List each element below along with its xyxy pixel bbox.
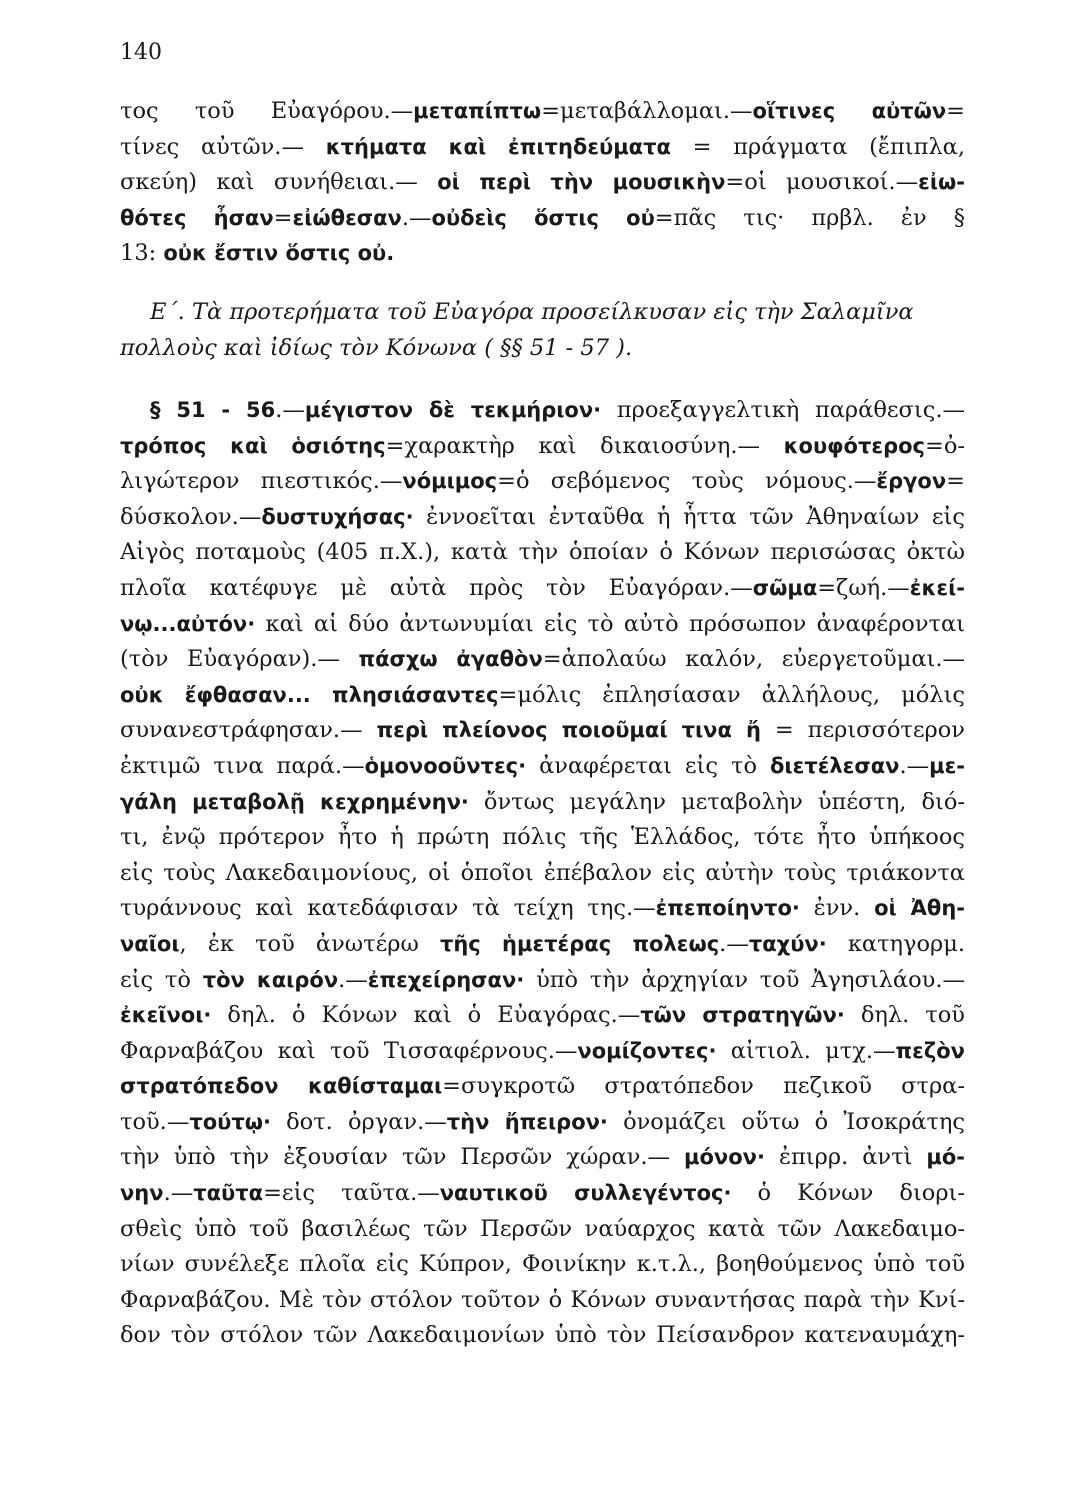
bold-term: οἵτινες αὐτῶν — [752, 99, 947, 123]
bold-term: ταχύν· — [748, 931, 827, 956]
bold-term: τὸν καιρόν — [202, 967, 339, 992]
bold-term: νόμιμος — [402, 469, 498, 494]
text-line — [120, 464, 965, 500]
text-line — [120, 1069, 965, 1105]
text-run: προεξαγγελτικὴ παράθεσις.— — [601, 397, 965, 423]
text-line — [120, 201, 965, 237]
text-line — [120, 785, 965, 821]
text-line — [120, 963, 965, 999]
text-run: .— — [163, 1180, 194, 1207]
text-run: =οἱ μουσικοί.— — [725, 169, 919, 196]
text-run: σθεὶς ὑπὸ τοῦ βασιλέως τῶν Περσῶν ναύαρχος κατὰ τῶν Λακεδαιμο- — [120, 1215, 965, 1242]
text-line — [120, 130, 965, 166]
text-run: δον τὸν στόλον τῶν Λακεδαιμονίων ὑπὸ τὸν Πείσανδρον κατεναυμάχη- — [120, 1322, 965, 1349]
text-line — [120, 642, 965, 678]
text-run: αἰτιολ. μτχ.— — [716, 1037, 896, 1064]
text-run: .— — [275, 397, 305, 423]
text-run: Φαρναβάζου καὶ τοῦ Τισσαφέρνους.— — [120, 1037, 578, 1064]
text-run: συνανεστράφησαν.— — [120, 717, 377, 744]
text-line — [120, 429, 965, 465]
bold-term: νομίζοντες· — [577, 1038, 717, 1063]
text-run: τος τοῦ Εὐαγόρου.— — [120, 98, 414, 124]
bold-term: § 51 - 56 — [150, 398, 276, 422]
text-line — [120, 927, 965, 963]
bold-term: οἱ Ἀθη- — [874, 896, 965, 921]
text-run: = περισσότερον — [760, 717, 965, 744]
text-line — [120, 165, 965, 201]
text-line — [120, 1140, 965, 1176]
bold-term: εἰώθεσαν — [292, 205, 402, 230]
bold-term: τὴν ἤπειρον· — [446, 1109, 608, 1134]
bold-term: ἐκεί- — [909, 575, 965, 600]
text-run: εἰς τὸ — [120, 966, 203, 993]
text-run: = πράγματα (ἔπιπλα, — [670, 133, 965, 160]
text-line — [120, 998, 965, 1034]
text-run: ὁ Κόνων διορι- — [731, 1180, 965, 1207]
text-run: ἐπιρρ. ἀντὶ — [764, 1144, 927, 1171]
text-run: .— — [338, 966, 368, 993]
text-run: ὄντως μεγάλην μεταβολὴν ὑπέστη, διό- — [468, 788, 965, 815]
bold-term: μό- — [926, 1145, 965, 1170]
text-run: λιγώτερον πιεστικός.— — [120, 468, 403, 495]
bold-term: μόνον· — [684, 1145, 765, 1170]
bold-term: περὶ πλείονος ποιοῦμαί τινα ἤ — [376, 718, 761, 743]
text-run: .— — [401, 204, 432, 231]
bold-term: εἰω- — [918, 170, 965, 195]
text-line — [120, 393, 965, 429]
text-run: τι, ἐνῷ πρότερον ἦτο ἡ πρώτη πόλις τῆς Ἑλλάδος, τότε ἦτο ὑπήκοος — [120, 824, 965, 851]
section-heading — [120, 295, 965, 366]
text-line — [120, 607, 965, 643]
text-line — [120, 1283, 965, 1319]
text-run: δηλ. τοῦ — [844, 1002, 965, 1029]
text-run: Φαρναβάζου. Μὲ τὸν στόλον τοῦτον ὁ Κόνων συναντήσας παρὰ τὴν Κνί- — [120, 1286, 965, 1313]
text-run: =συγκροτῶ στρατόπεδον πεζικοῦ στρα- — [442, 1073, 965, 1100]
text-run: ἐκτιμῶ τινα παρά.— — [120, 752, 365, 779]
text-run: =εἰς ταῦτα.— — [263, 1180, 440, 1207]
text-run: δύσκολον.— — [120, 503, 262, 530]
bold-term: μεταπίπτω — [413, 99, 542, 123]
bold-term: τῶν στρατηγῶν· — [640, 1003, 845, 1028]
text-run: =μόλις ἐπλησίασαν ἀλλήλους, μόλις — [498, 681, 965, 708]
text-line — [120, 535, 965, 571]
bold-term: σῶμα — [752, 575, 818, 600]
text-run: .— — [899, 752, 930, 779]
text-run: νίων συνέλεξε πλοῖα εἰς Κύπρον, Φοινίκην κ.τ.λ., βοηθούμενος ὑπὸ τοῦ — [120, 1251, 965, 1278]
section-heading-line-2: πολλοὺς καὶ ἰδίως τὸν Κόνωνα ( §§ 51 - 57 ). — [120, 334, 633, 361]
bold-term: τούτῳ· — [189, 1109, 271, 1134]
bold-term: τῆς ἡμετέρας πολεως — [439, 931, 720, 956]
text-line — [120, 1247, 965, 1283]
text-run: =ὀ- — [924, 432, 965, 459]
text-line — [120, 571, 965, 607]
text-line — [120, 1318, 965, 1354]
bold-term: κουφότερος — [783, 433, 925, 458]
text-line — [120, 1105, 965, 1141]
text-line — [120, 678, 965, 714]
text-run: καὶ αἱ δύο ἀντωνυμίαι εἰς τὸ αὐτὸ πρόσωπον ἀναφέρονται — [255, 610, 965, 637]
section-heading-line-1: Ε΄. Τὰ προτερήματα τοῦ Εὐαγόρα προσείλκυσαν εἰς τὴν Σαλαμῖνα — [150, 299, 914, 325]
page-number: 140 — [120, 40, 162, 65]
text-line — [120, 749, 965, 785]
bold-term: διετέλεσαν — [770, 753, 900, 778]
bold-term: στρατόπεδον καθίσταμαι — [120, 1074, 443, 1099]
bold-term: ἐπεποίηντο· — [655, 896, 800, 921]
text-run: ὀνομάζει οὕτω ὁ Ἰσοκράτης — [607, 1108, 965, 1135]
bold-term: ταῦτα — [193, 1181, 264, 1206]
bold-term: οἱ περὶ τὴν μουσικὴν — [437, 170, 726, 195]
bold-term: πεζὸν — [895, 1038, 965, 1063]
text-line — [120, 856, 965, 892]
text-run: ἐνν. — [799, 895, 875, 922]
bold-term: θότες ἦσαν — [120, 205, 274, 230]
text-run: (τὸν Εὐαγόραν).— — [120, 646, 359, 673]
text-run: =ἀπολαύω καλόν, εὐεργετοῦμαι.— — [542, 646, 965, 673]
text-line — [120, 500, 965, 536]
text-run: = — [273, 204, 293, 231]
text-line — [120, 820, 965, 856]
text-line — [120, 1176, 965, 1212]
bold-term: νην — [120, 1181, 164, 1206]
text-run: σκεύη) καὶ συνήθειαι.— — [120, 169, 438, 196]
text-run: ὑπὸ τὴν ἀρχηγίαν τοῦ Ἀγησιλάου.— — [524, 966, 965, 993]
text-run: 13: — [120, 240, 164, 267]
text-block-commentary — [120, 393, 965, 1354]
bold-term: ναυτικοῦ συλλεγέντος· — [439, 1181, 732, 1206]
text-line — [120, 94, 965, 130]
text-run: ἐννοεῖται ἐνταῦθα ἡ ἧττα τῶν Ἀθηναίων εἰς — [413, 503, 965, 530]
text-line — [120, 1034, 965, 1070]
bold-term: πάσχω ἀγαθὸν — [358, 647, 543, 672]
text-run: =χαρακτὴρ καὶ δικαιοσύνη.— — [385, 432, 784, 459]
text-line — [120, 713, 965, 749]
text-line — [120, 236, 965, 272]
text-run: δηλ. ὁ Κόνων καὶ ὁ Εὐαγόρας.— — [211, 1002, 641, 1029]
bold-term: ναῖοι — [120, 931, 180, 956]
bold-term: κτήματα καὶ ἐπιτηδεύματα — [325, 134, 671, 159]
bold-term: γάλη μεταβολῇ κεχρημένην· — [120, 789, 469, 814]
bold-term: οὐκ ἔστιν ὅστις οὐ. — [163, 241, 395, 266]
text-run: Αἰγὸς ποταμοὺς (405 π.Χ.), κατὰ τὴν ὁποίαν ὁ Κόνων περισώσας ὀκτὼ — [120, 539, 965, 566]
text-run: ἀναφέρεται εἰς τὸ — [526, 752, 770, 779]
text-run: =πᾶς τις· πρβλ. ἐν § — [654, 204, 965, 231]
text-run: = — [946, 98, 965, 124]
text-run: .— — [719, 930, 749, 957]
bold-term: με- — [929, 753, 965, 778]
bold-term: ἐπεχείρησαν· — [367, 967, 525, 992]
text-line — [120, 1212, 965, 1248]
text-run: τοῦ.— — [120, 1108, 190, 1135]
text-run: τίνες αὐτῶν.— — [120, 133, 326, 160]
text-run: τὴν ὑπὸ τὴν ἐξουσίαν τῶν Περσῶν χώραν.— — [120, 1144, 685, 1171]
text-run: =ὁ σεβόμενος τοὺς νόμους.— — [497, 468, 877, 495]
text-run: , ἐκ τοῦ ἀνωτέρω — [179, 930, 440, 957]
bold-term: ἐκεῖνοι· — [120, 1003, 212, 1028]
text-run: τυράννους καὶ κατεδάφισαν τὰ τείχη της.— — [120, 895, 656, 922]
text-run: πλοῖα κατέφυγε μὲ αὐτὰ πρὸς τὸν Εὐαγόραν.— — [120, 574, 753, 601]
text-run: =ζωή.— — [817, 574, 910, 601]
text-run: δοτ. ὀργαν.— — [270, 1108, 447, 1135]
bold-term: οὐδεὶς ὅστις οὐ — [431, 205, 655, 230]
text-run: =μεταβάλλομαι.— — [541, 98, 753, 124]
text-block-intro — [120, 94, 965, 272]
text-run: εἰς τοὺς Λακεδαιμονίους, οἱ ὁποῖοι ἐπέβαλον εἰς αὐτὴν τοὺς τριάκοντα — [120, 859, 965, 886]
text-run: κατηγορμ. — [826, 930, 965, 957]
bold-term: ὁμονοοῦντες· — [364, 753, 527, 778]
bold-term: οὐκ ἔφθασαν... πλησιάσαντες — [120, 682, 499, 707]
bold-term: μέγιστον δὲ τεκμήριον· — [304, 398, 602, 422]
bold-term: δυστυχήσας· — [261, 504, 414, 529]
bold-term: ἔργον — [876, 469, 947, 494]
text-run: = — [946, 468, 965, 495]
text-line — [120, 891, 965, 927]
bold-term: τρόπος καὶ ὁσιότης — [120, 433, 386, 458]
bold-term: νῳ...αὐτόν· — [120, 611, 256, 636]
